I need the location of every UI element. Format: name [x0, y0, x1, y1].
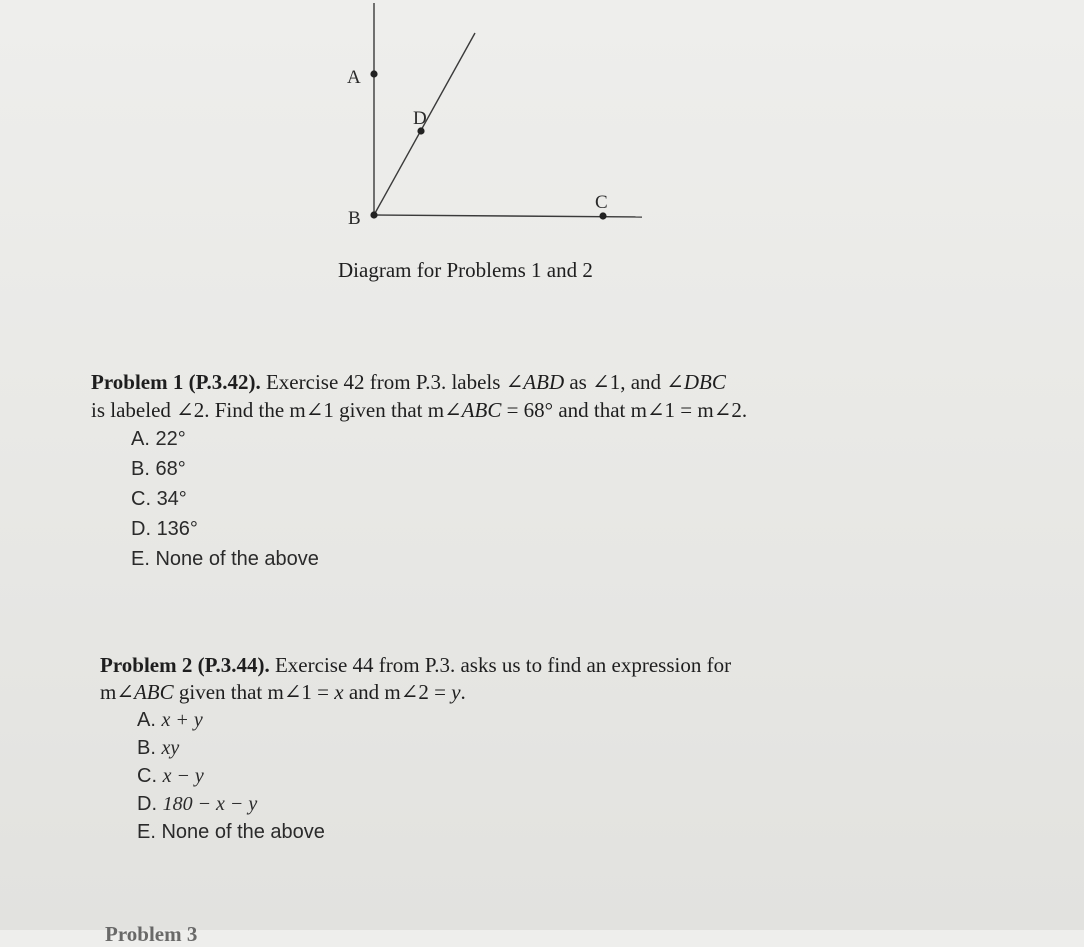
choice-letter: C. [137, 765, 157, 787]
point-b-label: B [348, 208, 361, 229]
next-problem-heading-partial: Problem 3 [105, 922, 198, 946]
angle-diagram [0, 0, 1084, 300]
choice-item [131, 484, 747, 514]
choice-text: x + y [161, 709, 203, 731]
point-c-dot [599, 212, 606, 219]
choice-letter: E. [131, 548, 150, 570]
point-a-label: A [347, 67, 361, 88]
choice-text: 136° [156, 518, 198, 540]
choice-item [137, 818, 731, 846]
problem-1-text-a: Exercise 42 from P.3. labels [265, 370, 506, 394]
choice-text: 34° [156, 488, 187, 510]
problem-2-text-d: and m∠2 = [343, 680, 452, 704]
problem-1-text-b: as ∠1, and [564, 370, 667, 394]
choice-text: xy [161, 737, 180, 759]
choice-item [137, 790, 731, 818]
choice-letter: E. [137, 821, 156, 843]
problem-2-text-c: given that m∠1 = [173, 680, 335, 704]
problem-2-choices [100, 706, 731, 846]
problem-2-text-e: . [460, 680, 466, 704]
angle-abc: ∠ABC [444, 398, 502, 422]
choice-item [137, 734, 731, 762]
choice-text: None of the above [161, 821, 325, 843]
choice-letter: D. [131, 518, 151, 540]
choice-letter: A. [137, 709, 156, 731]
choice-item [131, 514, 747, 544]
problem-1-text-d: = 68° and that m∠1 = m∠2. [501, 398, 748, 422]
choice-text: x − y [162, 765, 204, 787]
problem-2-line-2 [100, 679, 731, 706]
problem-1-line-2 [91, 396, 747, 424]
choice-text: 22° [155, 428, 186, 450]
choice-letter: B. [131, 458, 150, 480]
angle-dbc: ∠DBC [666, 370, 726, 394]
choice-letter: A. [131, 428, 150, 450]
problem-2-text-b: m [100, 680, 117, 704]
variable-y: y [451, 680, 461, 704]
problem-1-line-1 [91, 368, 747, 396]
problem-2-line-1 [100, 652, 731, 679]
variable-x: x [334, 680, 344, 704]
angle-abd: ∠ABD [505, 370, 565, 394]
choice-item [131, 544, 747, 574]
point-b-dot [370, 211, 377, 218]
choice-text: 68° [155, 458, 186, 480]
choice-text: None of the above [155, 548, 319, 570]
problem-1 [91, 368, 747, 574]
problem-2-text-a: Exercise 44 from P.3. asks us to find an expression for [274, 653, 732, 677]
angle-abc: ∠ABC [116, 680, 174, 704]
point-a-dot [370, 70, 377, 77]
problem-2-heading: Problem 2 (P.3.44). [100, 653, 270, 677]
choice-item [131, 454, 747, 484]
choice-letter: C. [131, 488, 151, 510]
choice-item [137, 706, 731, 734]
problem-1-heading: Problem 1 (P.3.42). [91, 370, 261, 394]
choice-item [131, 424, 747, 454]
diagram-caption: Diagram for Problems 1 and 2 [338, 258, 593, 282]
problem-2 [100, 652, 731, 846]
problem-1-choices [91, 424, 747, 574]
point-d-label: D [413, 108, 427, 129]
point-c-label: C [595, 192, 608, 213]
choice-item [137, 762, 731, 790]
problem-1-text-c: is labeled ∠2. Find the m∠1 given that m [91, 398, 445, 422]
choice-text: 180 − x − y [162, 793, 258, 815]
choice-letter: B. [137, 737, 156, 759]
choice-letter: D. [137, 793, 157, 815]
